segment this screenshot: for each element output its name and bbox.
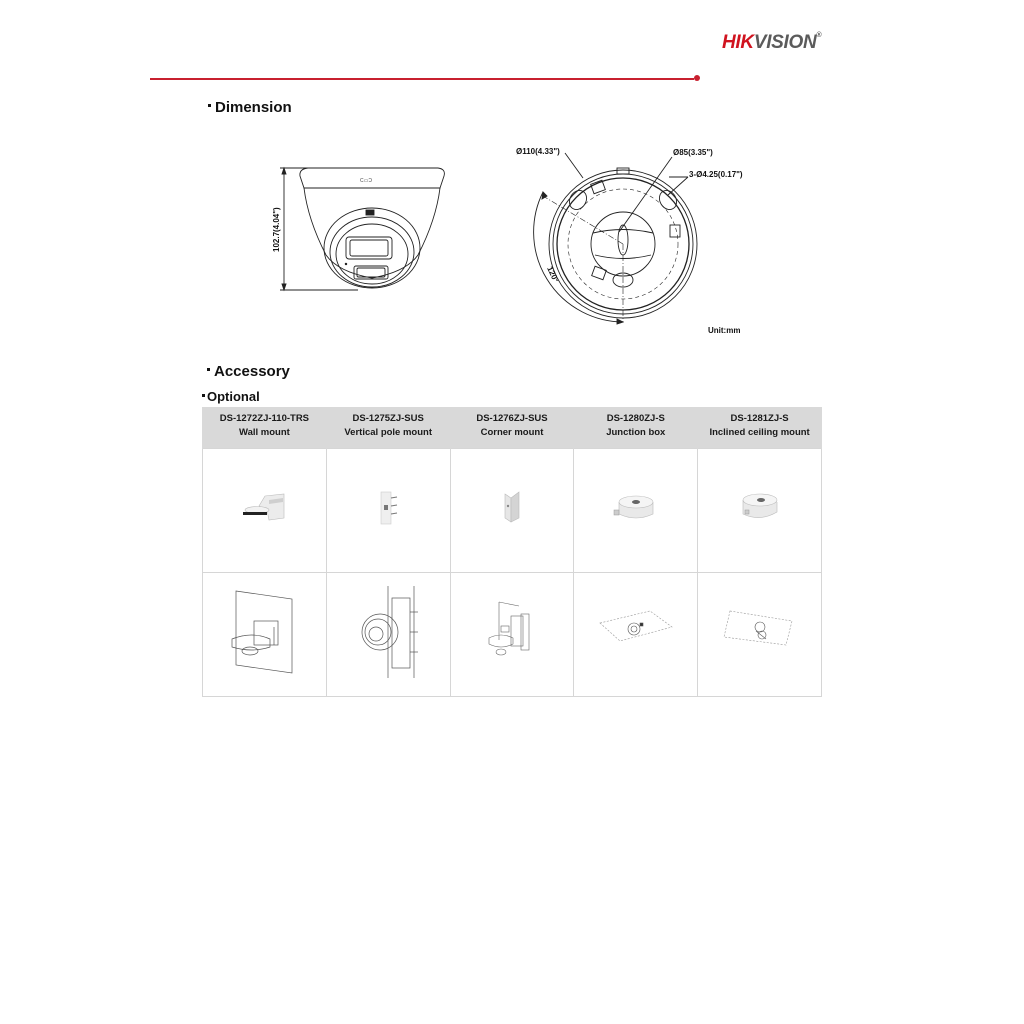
- accessory-product-row: [203, 449, 822, 573]
- corner-mount-installation-icon: [477, 592, 547, 672]
- wall-mount-installation-icon: [224, 587, 304, 677]
- angle-label: 120°: [545, 265, 561, 284]
- dimension-heading: [208, 99, 292, 116]
- header-divider-dot: [694, 75, 700, 81]
- accessory-model: DS-1281ZJ-S: [730, 413, 789, 424]
- optional-heading-text: Optional: [207, 389, 260, 404]
- accessory-product-cell: [450, 449, 574, 573]
- pole-mount-installation-icon: [348, 582, 428, 682]
- accessory-name: Junction box: [606, 427, 666, 438]
- logo-text-grey: VISION: [753, 32, 817, 53]
- accessory-installation-row: [203, 573, 822, 697]
- unit-label: Unit:mm: [708, 326, 741, 335]
- accessory-heading: [207, 363, 290, 380]
- accessory-model: DS-1280ZJ-S: [606, 413, 665, 424]
- accessory-name: Corner mount: [480, 427, 544, 438]
- corner-mount-bracket-icon: [497, 488, 527, 528]
- wall-mount-bracket-icon: [239, 488, 289, 528]
- bullet-icon: [208, 104, 211, 107]
- inner-diameter-label: Ø85(3.35"): [673, 148, 713, 157]
- trademark-symbol: ®: [816, 32, 822, 39]
- inclined-ceiling-installation-icon: [720, 607, 800, 657]
- accessory-product-cell: [698, 449, 822, 573]
- accessory-header-cell: [326, 407, 450, 449]
- svg-text:Ϲ▭Ͻ: Ϲ▭Ͻ: [360, 178, 372, 184]
- accessory-installation-cell: [203, 573, 327, 697]
- optional-heading: [202, 389, 260, 404]
- accessory-installation-cell: [698, 573, 822, 697]
- bullet-icon: [207, 368, 210, 371]
- vertical-pole-mount-plate-icon: [373, 488, 403, 528]
- accessory-table: [202, 407, 822, 697]
- hikvision-logo: [722, 32, 821, 54]
- mounting-hole-label: 3-Ø4.25(0.17"): [689, 170, 743, 179]
- accessory-model: DS-1275ZJ-SUS: [352, 413, 424, 424]
- accessory-header-cell: [203, 407, 327, 449]
- accessory-name: Wall mount: [238, 427, 290, 438]
- junction-box-installation-icon: [596, 607, 676, 657]
- accessory-product-cell: [574, 449, 698, 573]
- camera-side-view-drawing: [268, 160, 458, 295]
- outer-diameter-label: Ø110(4.33"): [516, 147, 560, 156]
- accessory-header-cell: [698, 407, 822, 449]
- dimension-heading-text: Dimension: [215, 99, 292, 116]
- accessory-model: DS-1272ZJ-110-TRS: [219, 413, 310, 424]
- accessory-product-cell: [326, 449, 450, 573]
- accessory-installation-cell: [326, 573, 450, 697]
- accessory-product-cell: [203, 449, 327, 573]
- accessory-installation-cell: [574, 573, 698, 697]
- accessory-header-row: [203, 407, 822, 449]
- accessory-header-cell: [574, 407, 698, 449]
- bullet-icon: [202, 394, 205, 397]
- accessory-name: Vertical pole mount: [344, 427, 433, 438]
- accessory-name: Inclined ceiling mount: [709, 427, 810, 438]
- accessory-heading-text: Accessory: [214, 363, 290, 380]
- inclined-ceiling-mount-icon: [735, 490, 785, 526]
- junction-box-icon: [611, 490, 661, 526]
- accessory-installation-cell: [450, 573, 574, 697]
- logo-text-red: HIK: [722, 32, 754, 53]
- accessory-header-cell: [450, 407, 574, 449]
- accessory-model: DS-1276ZJ-SUS: [476, 413, 548, 424]
- header-divider-line: [150, 78, 694, 80]
- camera-base-view-drawing: [505, 140, 755, 330]
- height-label: 102.7(4.04"): [272, 207, 281, 252]
